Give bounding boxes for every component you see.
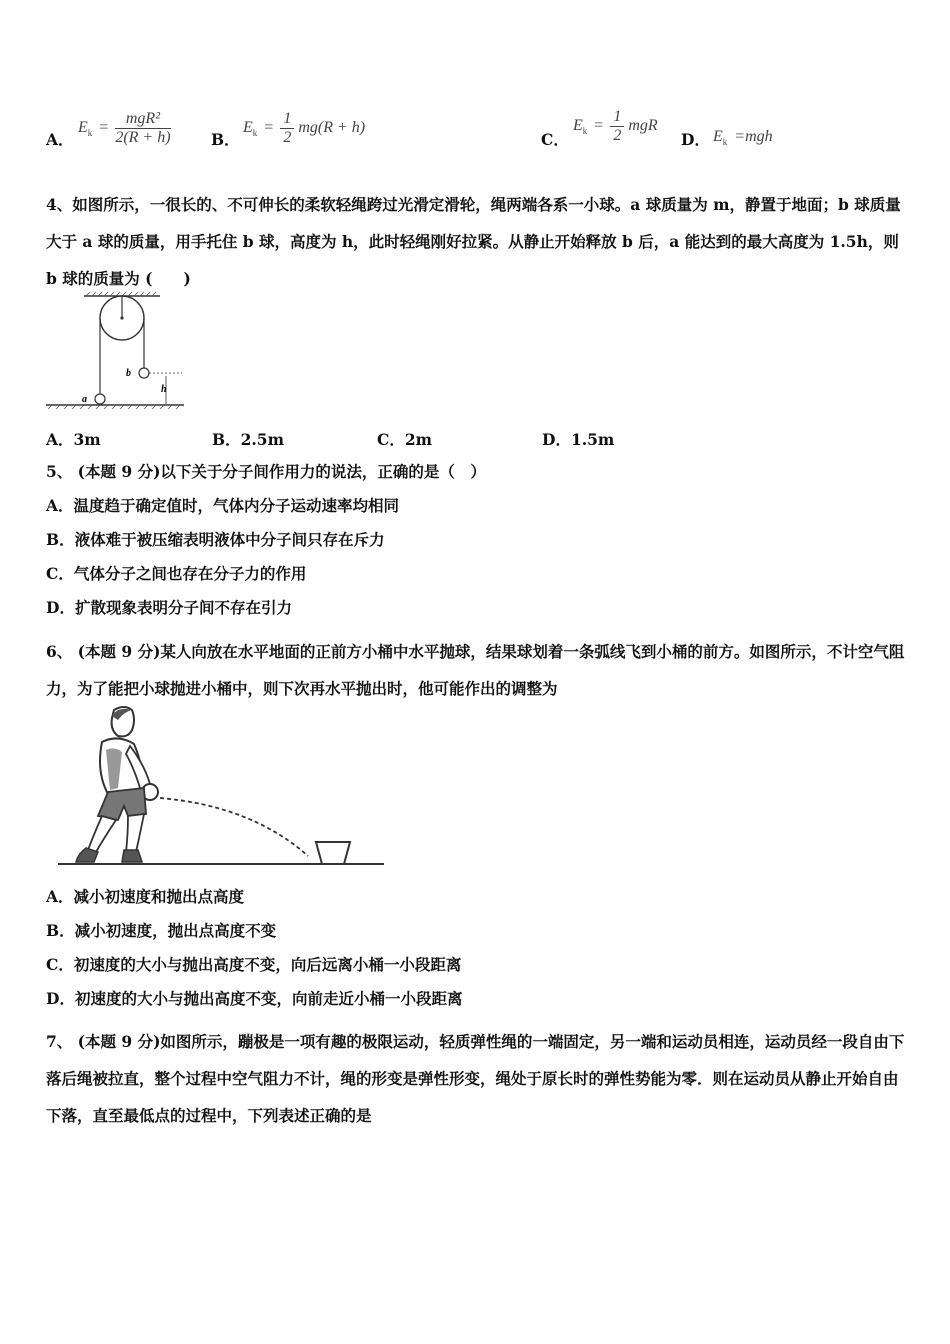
option-label: B． [211, 130, 240, 149]
option-label: A． [46, 130, 74, 149]
q4-option-d[interactable]: D．1.5m [542, 430, 615, 449]
ball-trajectory [160, 798, 308, 856]
q3-option-a[interactable] [46, 104, 216, 160]
q5-option-b[interactable]: B．液体难于被压缩表明液体中分子间只存在斥力 [46, 530, 385, 549]
q3-option-d[interactable] [681, 104, 821, 160]
fraction: $\frac{1}{2}$ [610, 108, 624, 145]
label-h: h [161, 384, 167, 395]
q7-question-text: 7、 (本题 9 分)如图所示，蹦极是一项有趣的极限运动，轻质弹性绳的一端固定，另一端和运动员相连，运动员经一段自由下落后绳被拉直，整个过程中空气阻力不计，绳的形变是弹性形变，绳处于原长时的弹性势能为零．则在运动员从静止开始自由下落，直至最低点的过程中，下列表述正确的是 [46, 1032, 905, 1125]
q5-option-a[interactable]: A．温度趋于确定值时，气体内分子运动速率均相同 [46, 496, 400, 515]
formula-d: $E_k =mgh$ [713, 128, 773, 147]
formula-a: $E_k$ = $\frac{\text{mgR²}}{2(R + h)}$ [78, 110, 171, 146]
q6-option-b[interactable]: B．减小初速度，抛出点高度不变 [46, 921, 277, 940]
pulley-axle [120, 316, 123, 319]
q4-option-c[interactable]: C．2m [377, 430, 433, 449]
fraction: $\frac{1}{2}$ [280, 110, 294, 147]
person-shoe-front [122, 850, 142, 862]
q6-option-d[interactable]: D．初速度的大小与抛出高度不变，向前走近小桶一小段距离 [46, 989, 463, 1008]
formula-c: $E_k$ = $\frac{1}{2}$ mgR [573, 108, 658, 144]
q5-option-c[interactable]: C．气体分子之间也存在分子力的作用 [46, 564, 307, 583]
q4-option-b[interactable]: B．2.5m [212, 430, 284, 449]
q4-question-text: 4、如图所示，一很长的、不可伸长的柔软轻绳跨过光滑定滑轮，绳两端各系一小球。a 球质量为 m，静置于地面；b 球质量大于 a 球的质量，用手托住 b 球，高度为 h，此时轻绳刚好拉紧。从静止开始释放 b 后，a 能达到的最大高度为 1.5h，则 b 球的质量为 ( ) [46, 195, 901, 288]
label-b: b [126, 368, 131, 379]
ball-a [95, 394, 105, 404]
person-leg-back [88, 816, 116, 852]
bucket [316, 842, 350, 864]
q6-question-text: 6、 (本题 9 分)某人向放在水平地面的正前方小桶中水平抛球，结果球划着一条弧线飞到小桶的前方。如图所示，不计空气阻力，为了能把小球抛进小桶中，则下次再水平抛出时，他可能作出的调整为 [46, 642, 905, 698]
pulley-diagram [44, 290, 194, 420]
formula-b: $E_k$ = $\frac{1}{2}$ mg(R + h) [243, 110, 366, 146]
q3-option-b[interactable] [211, 104, 511, 160]
q6-option-a[interactable]: A．减小初速度和抛出点高度 [46, 887, 245, 906]
option-label: D． [681, 130, 710, 149]
label-a: a [82, 394, 87, 405]
q5-option-d[interactable]: D．扩散现象表明分子间不存在引力 [46, 598, 292, 617]
person-leg-front [126, 814, 144, 852]
q4-option-a[interactable]: A．3m [46, 430, 101, 449]
throwing-person-diagram [52, 702, 392, 872]
option-label: C． [541, 130, 569, 149]
fraction: $\frac{\text{mgR²}}{2(R + h)}$ [115, 110, 171, 146]
q3-option-c[interactable] [541, 104, 681, 160]
ball-b [139, 368, 149, 378]
q5-question-text: 5、 (本题 9 分)以下关于分子间作用力的说法，正确的是（ ） [46, 462, 486, 481]
q6-option-c[interactable]: C．初速度的大小与抛出高度不变，向后远离小桶一小段距离 [46, 955, 462, 974]
